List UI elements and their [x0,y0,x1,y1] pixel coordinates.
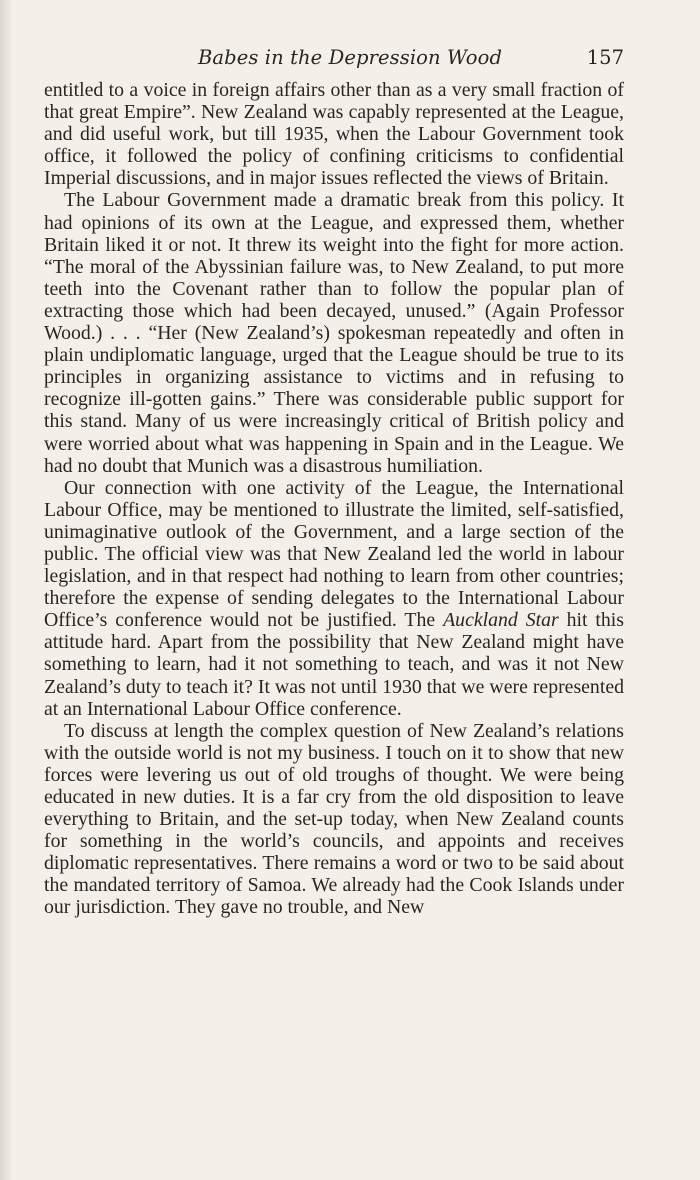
newspaper-title: Auckland Star [443,609,559,632]
paragraph-international-labour-office [44,477,624,720]
paragraph-labour-government: The Labour Government made a dramatic break from this policy. It had opinions of its own at the League, and expressed them, whether Britain liked it or not. It threw its weight into the fight for more action. “The moral of the Abyssinian failure was, to New Zealand, to put more teeth into the Covenant rather than to follow the popular plan of extracting those which had been decayed, unused.” (Again Professor Wood.) . . . “Her (New Zealand’s) spokesman repeatedly and often in plain undiplomatic language, urged that the League should be true to its principles in organizing assistance to victims and in refusing to recognize ill-gotten gains.” There was considerable public support for this stand. Many of us were increasingly critical of British policy and were worried about what was happening in Spain and in the League. We had no doubt that Munich was a disastrous humiliation. [44,189,624,477]
page-number: 157 [586,46,624,69]
running-title: Babes in the Depression Wood [198,46,503,69]
running-head [42,46,624,72]
body-text [44,79,624,919]
paragraph-text-start: Our connection with one activity of the League, the International Labour Office, may be mentioned to illustrate the limited, self-satisfied, unimaginative outlook of the Government, and a large section of the public. The official view was that New Zealand led the world in labour legislation, and in that respect had nothing to learn from other countries; therefore the expense of sending delegates to the International Labour Office’s conference would not be justified. The [44,476,624,632]
paragraph-outside-world: To discuss at length the complex question of New Zealand’s relations with the outside world is not my business. I touch on it to show that new forces were levering us out of old troughs of thought. We were being educated in new duties. It is a far cry from the old disposition to leave everything to Britain, and the set-up today, when New Zealand counts for something in the world’s councils, and appoints and receives diplomatic representatives. There remains a word or two to be said about the mandated territory of Samoa. We already had the Cook Islands under our jurisdiction. They gave no trouble, and New [44,719,624,919]
page-gutter-shadow [0,0,14,1180]
paragraph-continuation: entitled to a voice in foreign affairs other than as a very small fraction of that great Empire”. New Zealand was capably represented at the League, and did useful work, but till 1935, when the Labour Government took office, it followed the policy of confining criticisms to confidential Imperial discussions, and in major issues reflected the views of Britain. [44,79,624,190]
paragraph-text-end: hit this attitude hard. Apart from the possibility that New Zealand might have something to learn, had it not something to teach, and was it not New Zealand’s duty to teach it? It was not until 1930 that we were represented at an International Labour Office conference. [44,609,624,720]
